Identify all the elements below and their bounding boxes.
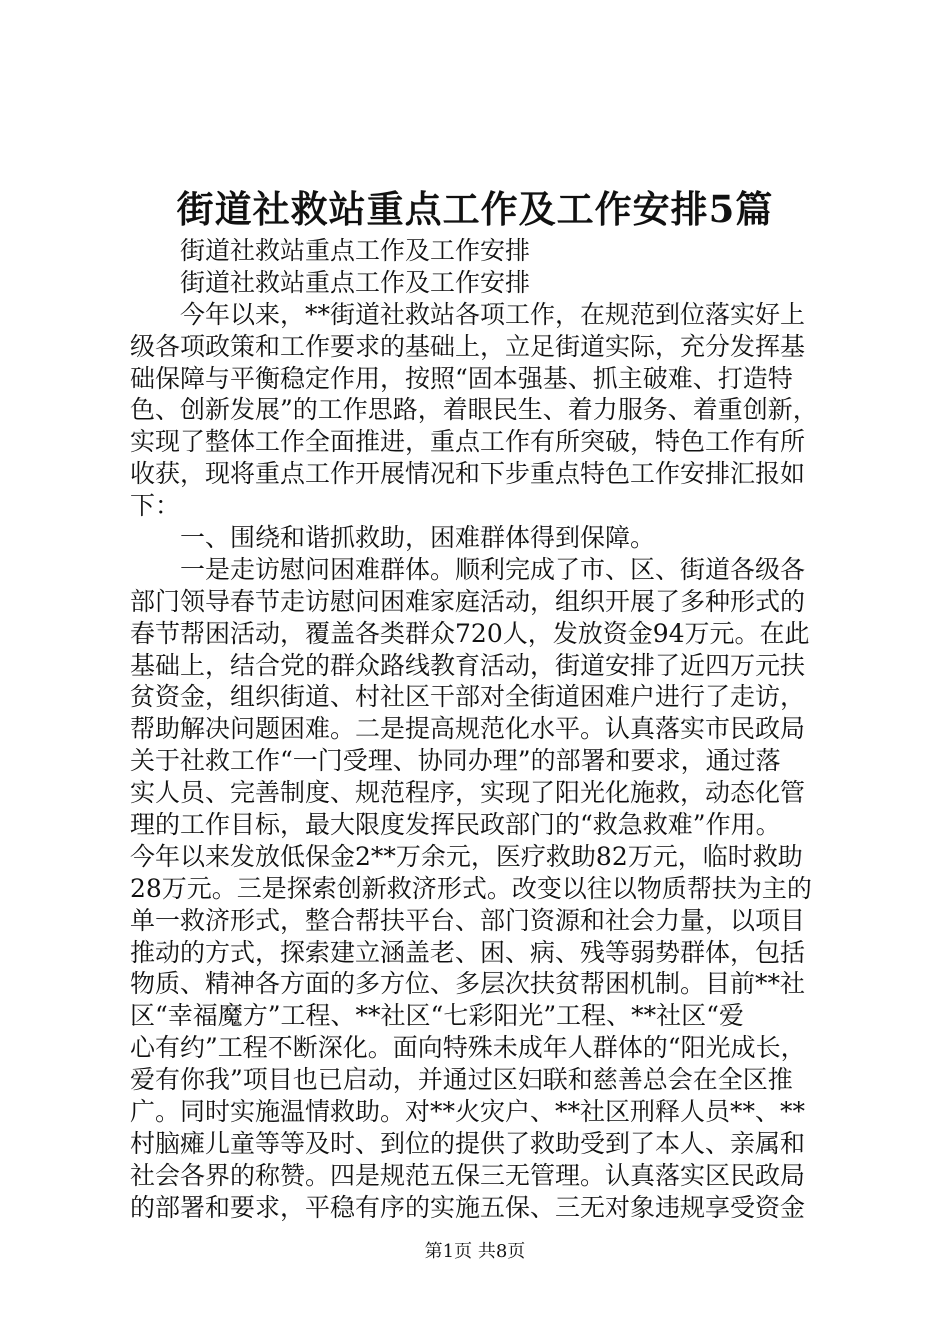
- text-line: 基础上，结合党的群众路线教育活动，街道安排了近四万元扶: [130, 650, 806, 680]
- page-footer: 第1页 共8页: [424, 1241, 526, 1262]
- document-title: 街道社救站重点工作及工作安排5篇: [176, 187, 774, 231]
- text-line: 今年以来发放低保金2**万余元，医疗救助82万元，临时救助: [130, 841, 803, 871]
- text-line: 础保障与平衡稳定作用，按照“固本强基、抓主破难、打造特: [130, 363, 793, 393]
- text-line: 心有约”工程不断深化。面向特殊未成年人群体的“阳光成长，: [130, 1033, 806, 1063]
- text-line: 一、围绕和谐抓救助，困难群体得到保障。: [180, 523, 656, 553]
- text-line: 街道社救站重点工作及工作安排: [180, 267, 531, 297]
- text-line: 单一救济形式，整合帮扶平台、部门资源和社会力量，以项目: [130, 905, 806, 935]
- text-line: 28万元。三是探索创新救济形式。改变以往以物质帮扶为主的: [130, 873, 812, 903]
- text-line: 推动的方式，探索建立涵盖老、困、病、残等弱势群体，包括: [130, 937, 806, 967]
- text-line: 村脑瘫儿童等等及时、到位的提供了救助受到了本人、亲属和: [130, 1128, 806, 1158]
- text-line: 社会各界的称赞。四是规范五保三无管理。认真落实区民政局: [130, 1160, 806, 1190]
- text-line: 区“幸福魔方”工程、**社区“七彩阳光”工程、**社区“爱: [130, 1001, 744, 1031]
- text-line: 收获，现将重点工作开展情况和下步重点特色工作安排汇报如: [130, 459, 806, 489]
- text-line: 的部署和要求，平稳有序的实施五保、三无对象违规享受资金: [130, 1192, 806, 1222]
- text-line: 贫资金，组织街道、村社区干部对全街道困难户进行了走访，: [130, 682, 806, 712]
- text-line: 下：: [130, 491, 181, 521]
- text-line: 广。同时实施温情救助。对**火灾户、**社区刑释人员**、**: [130, 1097, 806, 1127]
- text-line: 帮助解决问题困难。二是提高规范化水平。认真落实市民政局: [130, 714, 806, 744]
- text-line: 实现了整体工作全面推进，重点工作有所突破，特色工作有所: [130, 427, 806, 457]
- text-line: 级各项政策和工作要求的基础上，立足街道实际，充分发挥基: [130, 331, 806, 361]
- text-line: 春节帮困活动，覆盖各类群众720人，发放资金94万元。在此: [130, 618, 810, 648]
- text-line: 实人员、完善制度、规范程序，实现了阳光化施救，动态化管: [130, 778, 806, 808]
- text-line: 今年以来，**街道社救站各项工作，在规范到位落实好上: [180, 299, 806, 329]
- text-line: 爱有你我”项目也已启动，并通过区妇联和慈善总会在全区推: [130, 1065, 793, 1095]
- text-line: 物质、精神各方面的多方位、多层次扶贫帮困机制。目前**社: [130, 969, 806, 999]
- text-line: 一是走访慰问困难群体。顺利完成了市、区、街道各级各: [180, 554, 806, 584]
- text-line: 色、创新发展”的工作思路，着眼民生、着力服务、着重创新，: [130, 395, 818, 425]
- text-line: 关于社救工作“一门受理、协同办理”的部署和要求，通过落: [130, 746, 781, 776]
- text-line: 街道社救站重点工作及工作安排: [180, 236, 531, 265]
- text-line: 理的工作目标，最大限度发挥民政部门的“救急救难”作用。: [130, 810, 781, 840]
- text-line: 部门领导春节走访慰问困难家庭活动，组织开展了多种形式的: [130, 586, 806, 616]
- document-body: [130, 235, 830, 1224]
